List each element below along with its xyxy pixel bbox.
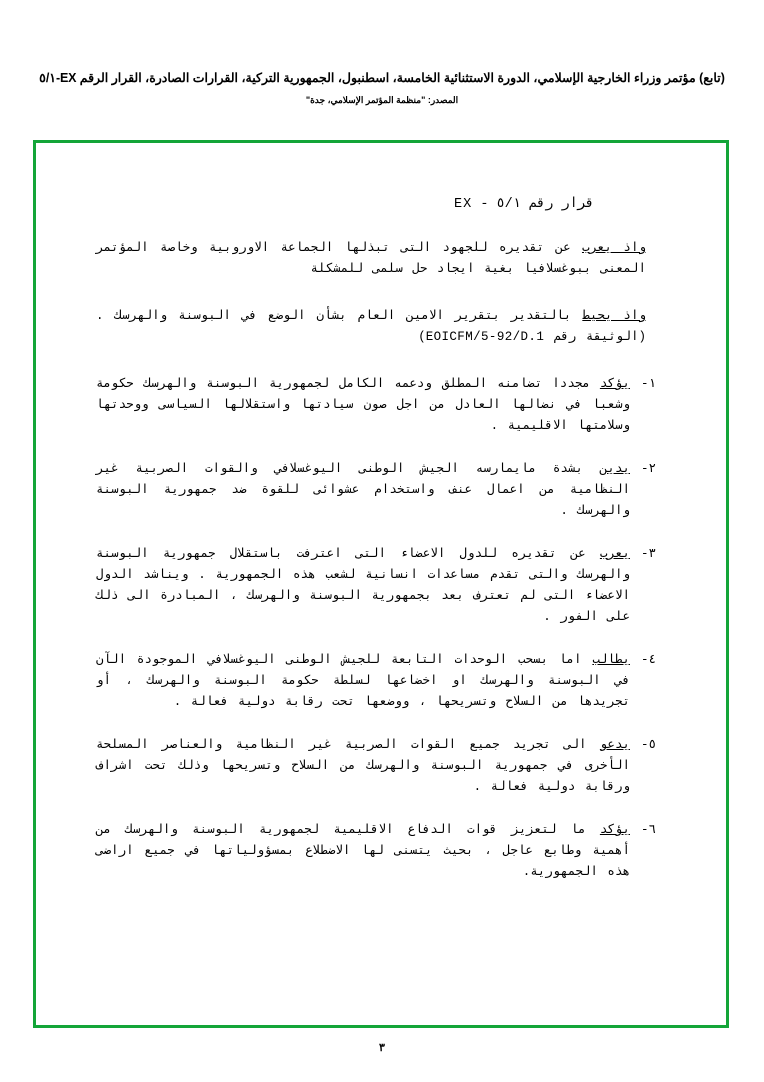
clause-text: [96, 735, 630, 798]
clause-number: ٢-: [640, 462, 656, 476]
clause-body: مجددا تضامنه المطلق ودعمه الكامل لجمهورية البوسنة والهرسك حكومة وشعبا في نضالها العادل من اجل صون سيادتها واستقلالها السياسى ووحدتها وسلامتها الاقليمية .: [96, 377, 630, 433]
page-header: [0, 70, 764, 106]
header-source: المصدر: "منظمة المؤتمر الإسلامي، جدة": [305, 95, 459, 105]
content-frame: [33, 140, 729, 1028]
clause-body: اما بسحب الوحدات التابعة للجيش الوطنى اليوغسلافي الموجودة الآن في البوسنة والهرسك او اخضاعها لسلطة حكومة البوسنة والهرسك ، أو تجريدها من السلاح وتسريحها ، ووضعها تحت رقابة دولية فعالة .: [96, 653, 630, 709]
clause-number: ٣-: [640, 547, 656, 561]
clause-paragraph: [96, 820, 656, 883]
page-number: ٣: [379, 1042, 385, 1054]
clause-body: ما لتعزيز قوات الدفاع الاقليمية لجمهورية البوسنة والهرسك من أهمية وطابع عاجل ، بحيث يتسنى لها الاضطلاع بمسؤولياتها في جميع اراضى هذه الجمهورية.: [96, 823, 630, 879]
clause-body: بشدة مايمارسه الجيش الوطنى اليوغسلافي والقوات الصربية غير النظامية من اعمال عنف واستخدام عشوائى للقوة ضد جمهورية البوسنة والهرسك .: [96, 462, 630, 518]
clause-verb: يدين: [599, 462, 630, 476]
preamble-text: [96, 238, 656, 280]
clause-body: الى تجريد جميع القوات الصربية غير النظامية والعناصر المسلحة الأخرى في جمهورية البوسنة والهرسك من السلاح وتسريحها وذلك تحت اشراف ورقابة دولية فعالة .: [96, 738, 630, 794]
preamble-paragraph: [96, 306, 656, 348]
clause-paragraph: [96, 544, 656, 628]
clause-paragraph: [96, 374, 656, 437]
preamble-verb: واذ يحيط: [582, 309, 646, 323]
clause-body: عن تقديره للدول الاعضاء التى اعترفت باستقلال جمهورية البوسنة والهرسك والتى تقدم مساعدات انسانية لشعب هذه الجمهورية . ويناشد الدول الاعضاء التى لم تعترف بعد بجمهورية البوسنة والهرسك ، المبادرة الى ذلك على الفور .: [96, 547, 630, 624]
clause-number: ٥-: [640, 738, 656, 752]
clause-text: [96, 650, 630, 713]
preamble-body: عن تقديره للجهود التى تبذلها الجماعة الاوروبية وخاصة المؤتمر المعنى ببوغسلافيا بغية ايجاد حل سلمى للمشكلة: [96, 241, 646, 276]
clause-paragraph: [96, 735, 656, 798]
clause-number: ١-: [640, 377, 656, 391]
clause-verb: يؤكد: [599, 377, 630, 391]
header-title: (تابع) مؤتمر وزراء الخارجية الإسلامي، الدورة الاستثنائية الخامسة، اسطنبول، الجمهورية التركية، القرارات الصادرة، القرار الرقم EX-٥/١: [39, 71, 725, 85]
preamble-verb: واذ يعرب: [581, 241, 646, 255]
clause-text: [96, 374, 630, 437]
clause-number: ٦-: [640, 823, 656, 837]
clause-verb: يدعو: [599, 738, 630, 752]
preamble-text: [96, 306, 656, 348]
clause-verb: يطالب: [592, 653, 630, 667]
clause-paragraph: [96, 650, 656, 713]
document-body: [96, 183, 656, 905]
preamble-body: بالتقدير بتقرير الامين العام بشأن الوضع في البوسنة والهرسك . (الوثيقة رقم EOICFM/5-92/D.1): [96, 309, 646, 344]
clause-text: [96, 544, 630, 628]
clause-text: [96, 459, 630, 522]
clause-paragraph: [96, 459, 656, 522]
clause-verb: يؤكد: [599, 823, 630, 837]
clause-verb: يعرب: [599, 547, 630, 561]
resolution-title: قرار رقم ٥/١ - EX: [454, 197, 594, 212]
clause-text: [96, 820, 630, 883]
preamble-paragraph: [96, 238, 656, 280]
clause-number: ٤-: [640, 653, 656, 667]
